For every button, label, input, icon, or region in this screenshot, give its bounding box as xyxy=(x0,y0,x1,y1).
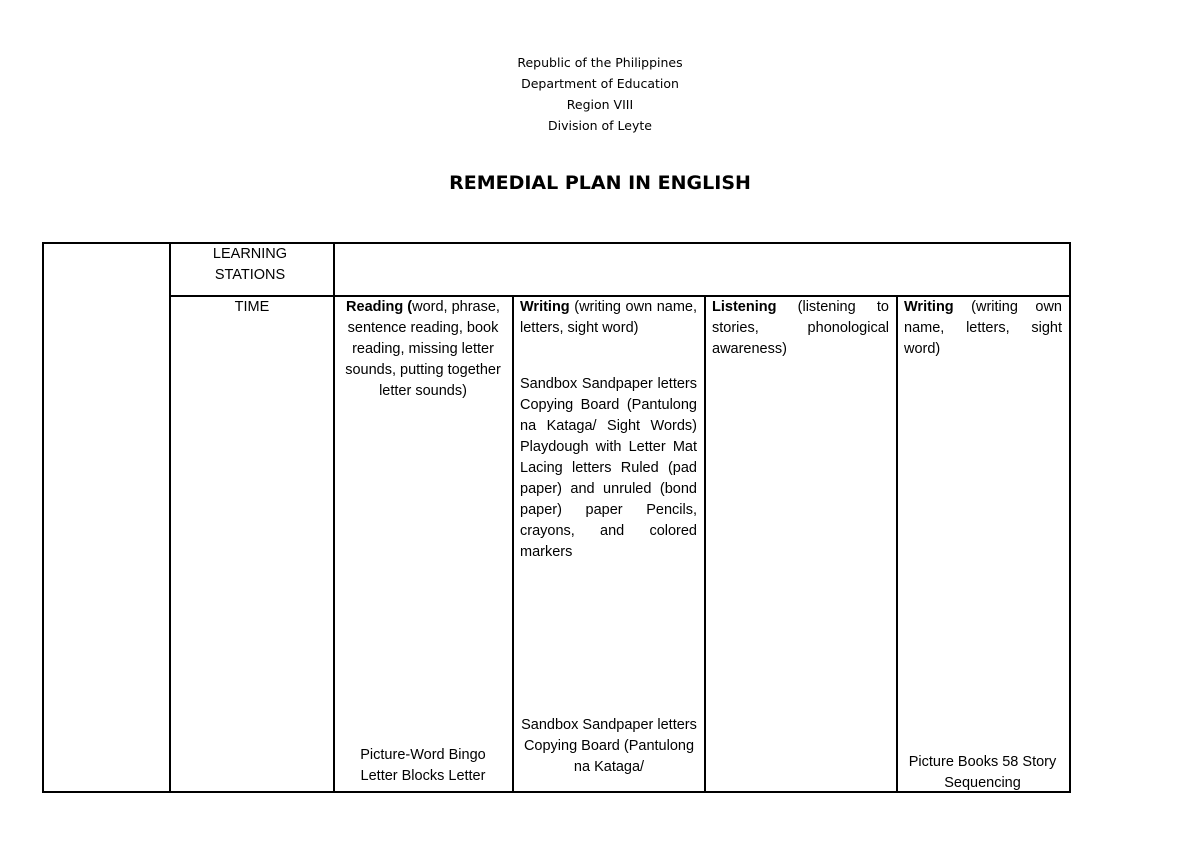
document-title: REMEDIAL PLAN IN ENGLISH xyxy=(449,172,751,194)
time-label: TIME xyxy=(234,299,270,315)
table-col-divider-5 xyxy=(896,296,898,793)
table-col-divider-2 xyxy=(333,242,335,793)
writing2-description: (writing own name, letters, sight word) xyxy=(904,299,1062,357)
table-col-divider-4 xyxy=(704,296,706,793)
reading-station-cell xyxy=(338,297,508,402)
writing-station-cell xyxy=(520,297,697,339)
reading-label: Reading ( xyxy=(346,299,413,315)
table-border-right xyxy=(1069,242,1071,793)
reading-description: word, phrase, sentence reading, book reading, missing letter sounds, putting together letter sounds) xyxy=(345,299,501,399)
writing2-materials: Picture Books 58 Story Sequencing xyxy=(908,754,1057,791)
table-border-top xyxy=(42,242,1071,244)
listening-description: (listening to stories, phonological awareness) xyxy=(712,299,889,357)
writing-materials-list: Sandbox Sandpaper letters Copying Board (Pantulong na Kataga/ Sight Words) Playdough with Letter Mat Lacing letters Ruled (pad paper) and unruled (bond paper) paper Pencils, crayons, and colored markers xyxy=(520,376,697,560)
listening-label: Listening xyxy=(712,299,777,315)
header-department: Department of Education xyxy=(521,76,679,91)
writing2-label: Writing xyxy=(904,299,954,315)
writing-materials-repeat: Sandbox Sandpaper letters Copying Board (Pantulong na Kataga/ xyxy=(521,717,697,775)
header-republic: Republic of the Philippines xyxy=(517,55,683,70)
reading-materials: Picture-Word Bingo Letter Blocks Letter xyxy=(360,747,486,784)
writing2-station-cell xyxy=(904,297,1062,360)
header-division: Division of Leyte xyxy=(548,118,652,133)
header-region: Region VIII xyxy=(566,97,634,112)
table-border-left xyxy=(42,242,44,793)
writing-label: Writing xyxy=(520,299,570,315)
writing-description: (writing own name, letters, sight word) xyxy=(520,299,697,336)
learning-stations-label: LEARNING STATIONS xyxy=(212,246,288,283)
listening-station-cell xyxy=(712,297,889,360)
table-col-divider-1 xyxy=(169,242,171,793)
table-col-divider-3 xyxy=(512,296,514,793)
